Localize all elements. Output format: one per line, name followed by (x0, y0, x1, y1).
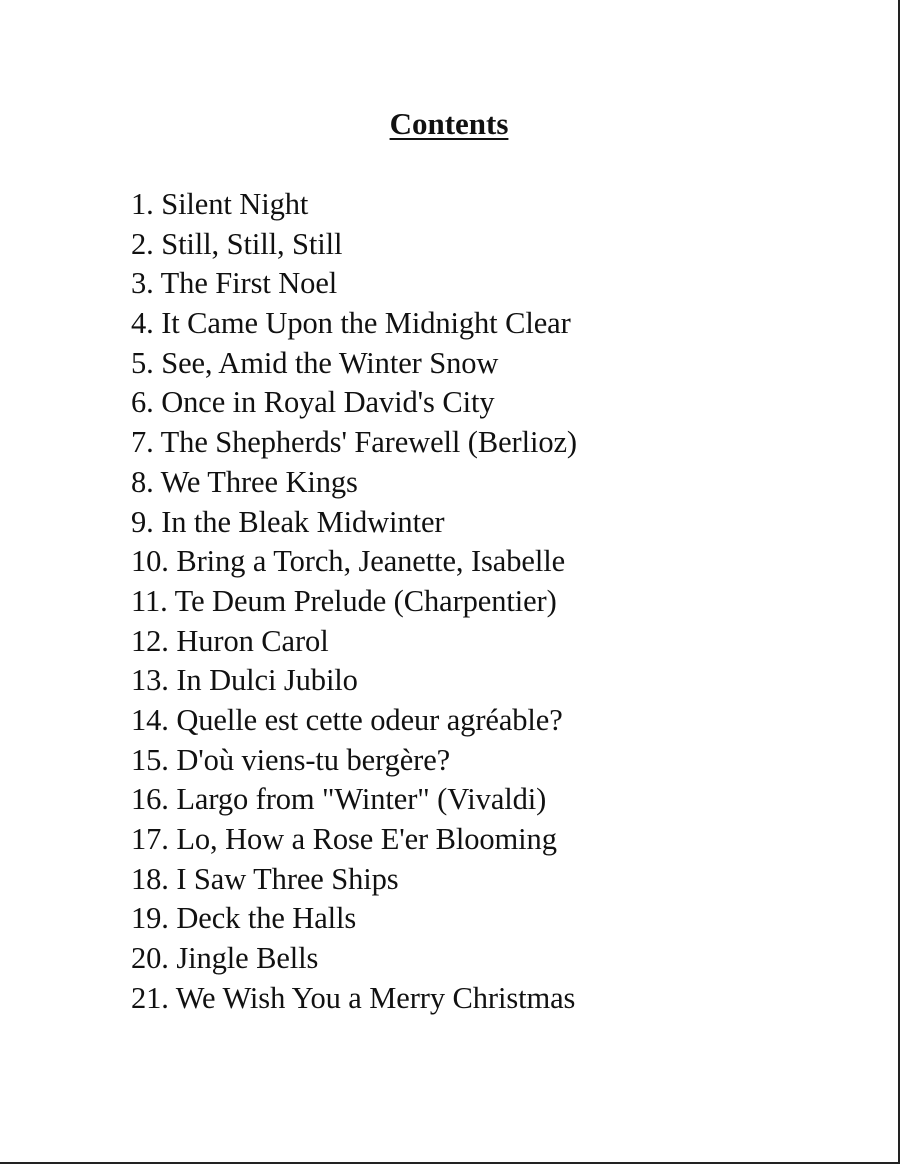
contents-list (131, 185, 577, 1018)
list-item: 12. Huron Carol (131, 623, 329, 658)
list-item: 16. Largo from "Winter" (Vivaldi) (131, 782, 547, 817)
list-item: 17. Lo, How a Rose E'er Blooming (131, 822, 557, 856)
list-item: 9. In the Bleak Midwinter (131, 504, 445, 539)
list-item: 8. We Three Kings (131, 464, 358, 499)
list-item: 13. In Dulci Jubilo (131, 663, 358, 698)
list-item: 3. The First Noel (131, 266, 338, 301)
list-item: 2. Still, Still, Still (131, 226, 343, 261)
list-item: 11. Te Deum Prelude (Charpentier) (131, 583, 557, 618)
list-item: 7. The Shepherds' Farewell (Berlioz) (131, 425, 577, 460)
list-item: 14. Quelle est cette odeur agréable? (131, 702, 563, 737)
list-item: 6. Once in Royal David's City (131, 385, 495, 420)
list-item: 19. Deck the Halls (131, 901, 357, 936)
list-item: 4. It Came Upon the Midnight Clear (131, 306, 571, 341)
page-title: Contents (389, 106, 509, 141)
list-item: 1. Silent Night (131, 187, 309, 221)
list-item: 20. Jingle Bells (131, 941, 319, 976)
list-item: 18. I Saw Three Ships (131, 861, 399, 896)
list-item: 10. Bring a Torch, Jeanette, Isabelle (131, 544, 566, 579)
list-item: 15. D'où viens-tu bergère? (131, 742, 451, 777)
list-item: 21. We Wish You a Merry Christmas (131, 980, 576, 1015)
list-item: 5. See, Amid the Winter Snow (131, 345, 499, 380)
